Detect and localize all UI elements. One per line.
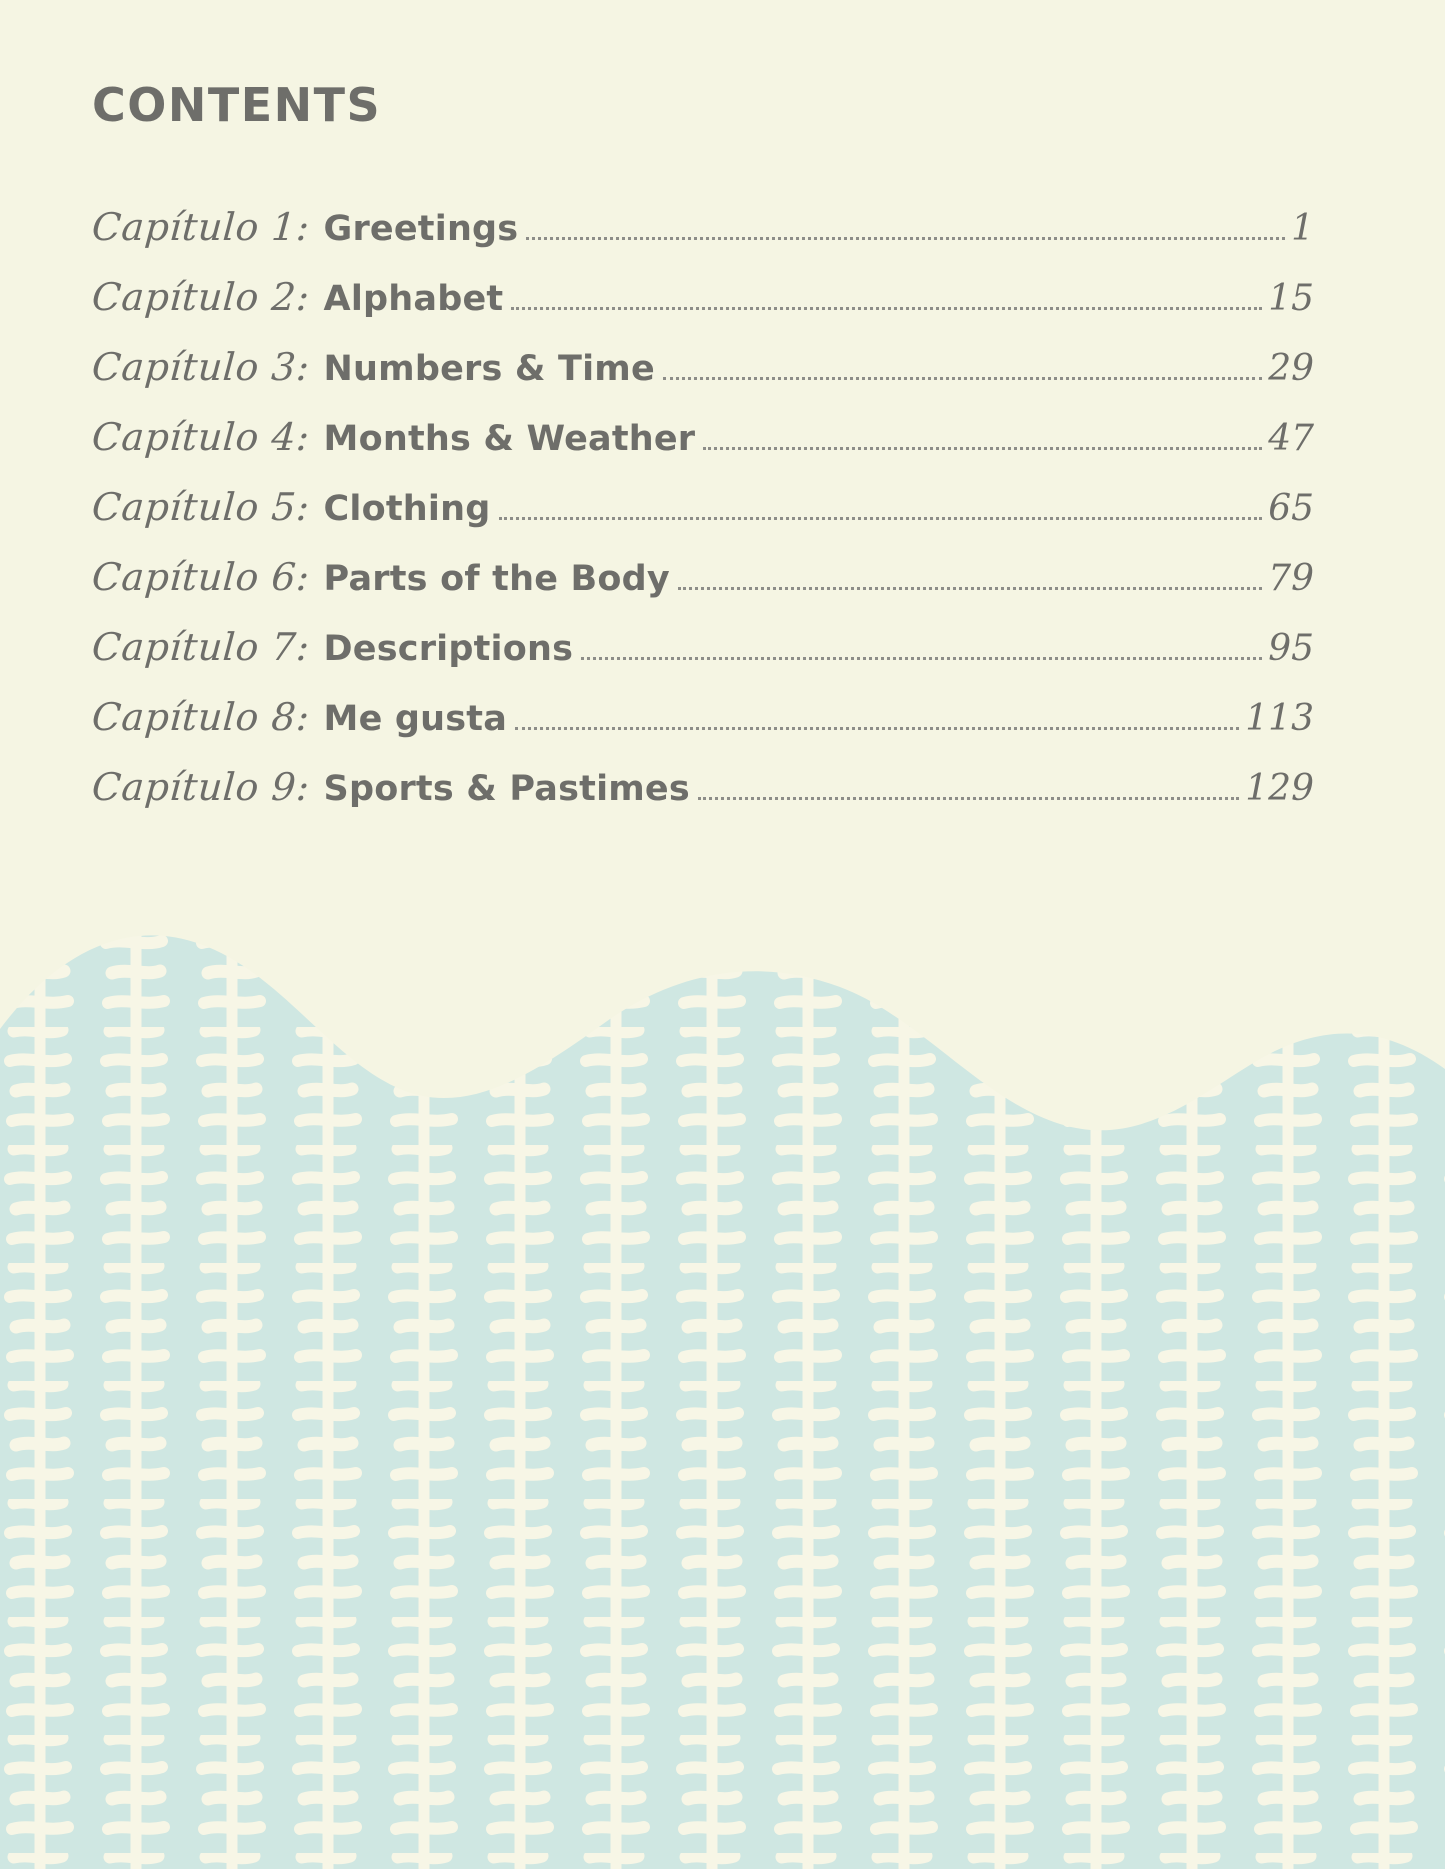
toc-entry[interactable] — [92, 205, 1314, 275]
toc-chapter-label: Capítulo 7: — [90, 625, 312, 669]
toc-page-number: 79 — [1268, 558, 1314, 599]
toc-chapter-title: Descriptions — [323, 629, 574, 669]
dot-leader — [581, 656, 1262, 660]
dot-leader — [678, 586, 1262, 590]
toc-entry[interactable] — [92, 765, 1314, 835]
dot-leader — [698, 796, 1239, 800]
toc-page-number: 1 — [1291, 208, 1314, 249]
toc-page-number: 95 — [1268, 628, 1314, 669]
decorative-bottom-artwork — [0, 909, 1445, 1869]
toc-chapter-label: Capítulo 9: — [90, 765, 312, 809]
toc-chapter-title: Sports & Pastimes — [323, 769, 690, 809]
toc-page-number: 15 — [1268, 278, 1314, 319]
toc-page-number: 129 — [1245, 768, 1314, 809]
toc-chapter-label: Capítulo 5: — [90, 485, 312, 529]
toc-chapter-title: Parts of the Body — [323, 559, 670, 599]
toc-entry[interactable] — [92, 275, 1314, 345]
toc-page-number: 65 — [1268, 488, 1314, 529]
toc-chapter-label: Capítulo 3: — [90, 345, 312, 389]
toc-chapter-label: Capítulo 1: — [90, 205, 312, 249]
toc-entry[interactable] — [92, 415, 1314, 485]
dot-leader — [663, 376, 1262, 380]
toc-entry[interactable] — [92, 345, 1314, 415]
toc-chapter-title: Clothing — [323, 489, 491, 529]
toc-entry[interactable] — [92, 625, 1314, 695]
toc-page-number: 47 — [1268, 418, 1314, 459]
toc-chapter-label: Capítulo 6: — [90, 555, 312, 599]
toc-chapter-title: Alphabet — [323, 279, 504, 319]
toc-page-number: 29 — [1268, 348, 1314, 389]
dot-leader — [703, 446, 1262, 450]
toc-chapter-label: Capítulo 4: — [90, 415, 312, 459]
toc-page-number: 113 — [1245, 698, 1314, 739]
dot-leader — [499, 516, 1263, 520]
toc-entry[interactable] — [92, 695, 1314, 765]
dot-leader — [526, 236, 1285, 240]
table-of-contents — [92, 205, 1314, 835]
toc-chapter-title: Months & Weather — [323, 419, 696, 459]
toc-entry[interactable] — [92, 555, 1314, 625]
toc-chapter-title: Greetings — [323, 209, 519, 249]
toc-chapter-label: Capítulo 2: — [90, 275, 312, 319]
toc-chapter-title: Numbers & Time — [323, 349, 655, 389]
dot-leader — [511, 306, 1262, 310]
toc-chapter-label: Capítulo 8: — [90, 695, 312, 739]
dot-leader — [515, 726, 1239, 730]
toc-entry[interactable] — [92, 485, 1314, 555]
page-title: CONTENTS — [92, 78, 382, 132]
toc-chapter-title: Me gusta — [323, 699, 508, 739]
